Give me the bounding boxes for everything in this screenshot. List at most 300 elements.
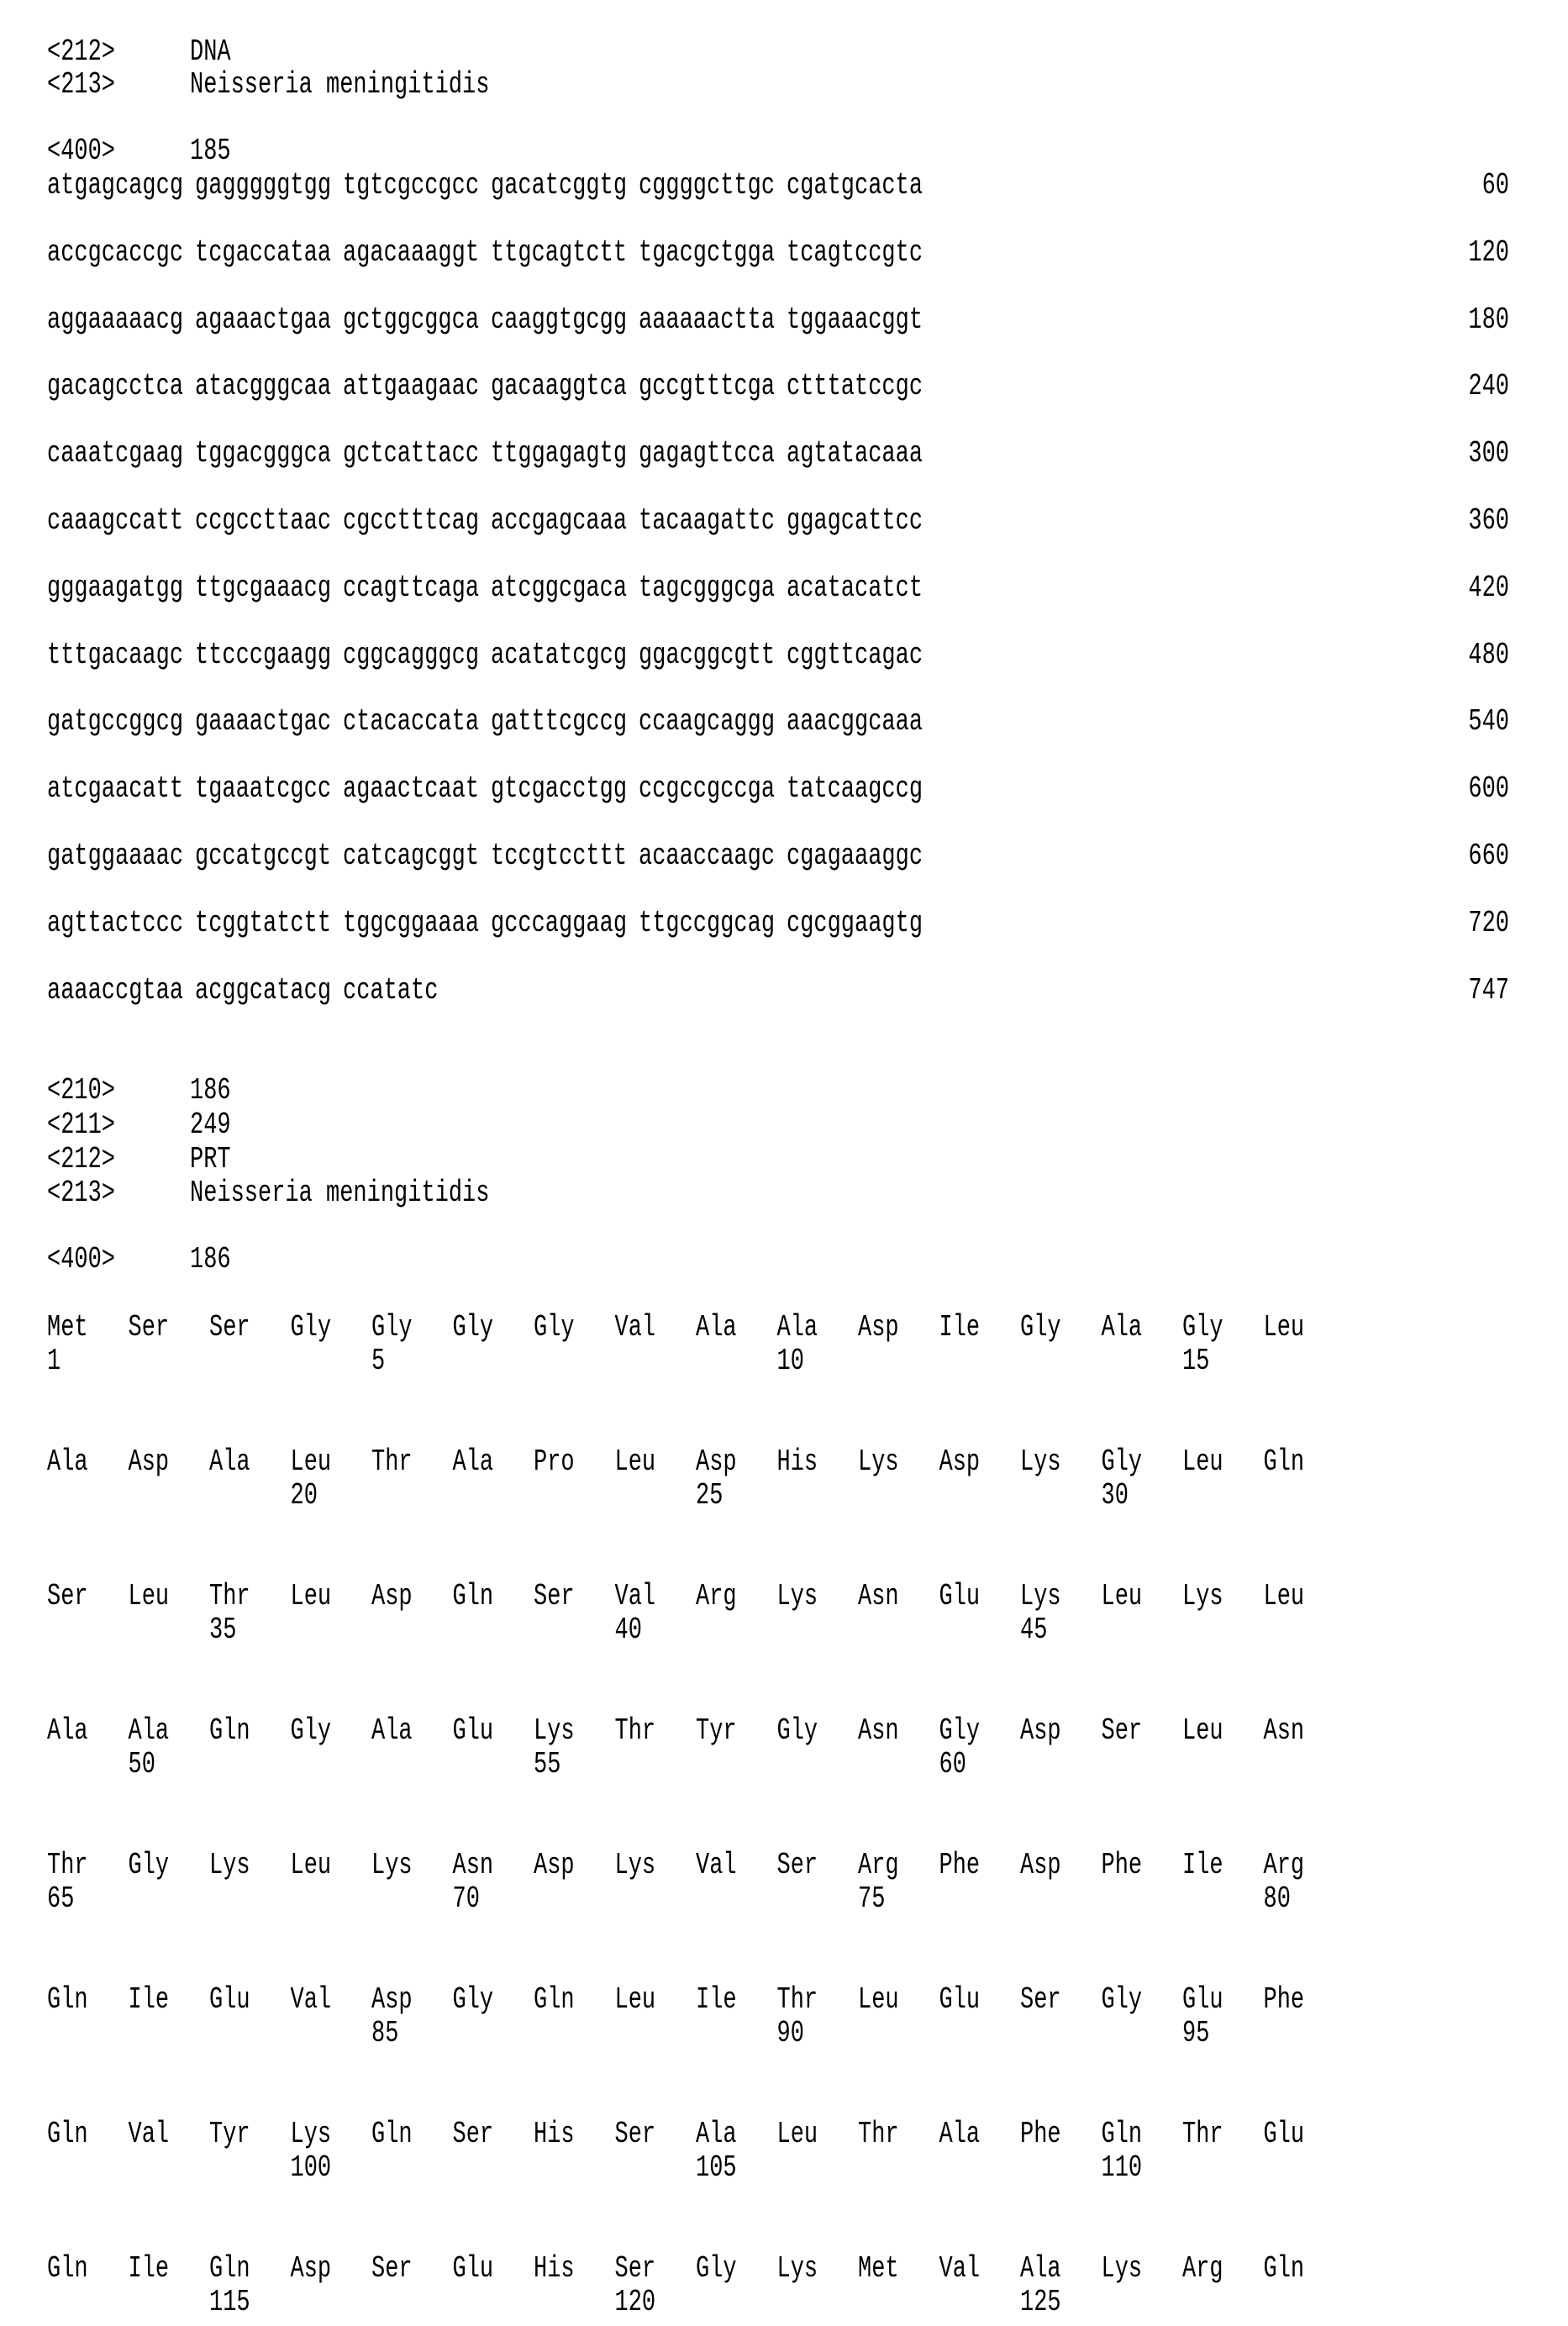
residue-position-number — [453, 1883, 480, 1917]
dna-position-number — [1408, 706, 1509, 739]
residue-text: Arg — [696, 1575, 737, 1620]
residue-text: Glu — [453, 1709, 494, 1755]
seq186-sequence-tag-value-text: 186 — [190, 1238, 231, 1283]
dna-group — [343, 438, 479, 471]
dna-group-text: gacatcggtg — [491, 164, 627, 209]
residue-position-number-text: 100 — [291, 2146, 332, 2192]
dna-position-number-text: 540 — [1468, 700, 1509, 745]
residue — [371, 1715, 413, 1749]
residue-text: Ala — [371, 1709, 413, 1755]
residue-text: Gln — [534, 1978, 575, 2023]
residue-text: Ile — [1182, 1844, 1223, 1889]
dna-group — [491, 170, 627, 203]
dna-group-text: agaactcaat — [343, 767, 479, 813]
residue-position-number — [291, 2152, 332, 2186]
dna-position-number — [1408, 908, 1509, 941]
dna-group-text: catcagcggt — [343, 834, 479, 880]
residue-text: Gln — [371, 2113, 413, 2158]
dna-group-text: ttgcagtctt — [491, 231, 627, 276]
residue-text: Ala — [1020, 2247, 1061, 2292]
dna-group-text: gggaagatgg — [47, 566, 183, 612]
dna-group — [491, 371, 627, 404]
seq185-header-field-value — [190, 69, 489, 103]
residue — [939, 1446, 981, 1480]
dna-group-text: ttcccgaagg — [195, 634, 331, 679]
residue-text: Leu — [777, 2113, 818, 2158]
residue-text: Asp — [696, 1440, 737, 1486]
dna-group — [639, 371, 775, 404]
residue — [371, 1446, 413, 1480]
residue-text: Ser — [777, 1844, 818, 1889]
dna-group — [195, 840, 331, 874]
dna-group — [787, 773, 923, 807]
residue — [858, 1715, 899, 1749]
residue — [453, 2253, 494, 2287]
dna-group — [787, 304, 923, 338]
dna-group — [491, 840, 627, 874]
dna-group-text: gatttcgccg — [491, 700, 627, 745]
dna-group — [47, 505, 183, 539]
residue-text: Val — [696, 1844, 737, 1889]
dna-group-text: gacaaggtca — [491, 365, 627, 410]
dna-group — [47, 237, 183, 271]
dna-group-text: aaacggcaaa — [787, 700, 923, 745]
dna-group — [491, 639, 627, 673]
residue-text: Ala — [1102, 1306, 1143, 1351]
residue-text: Glu — [1182, 1978, 1223, 2023]
seq186-header-field-tag-text: <210> — [47, 1069, 115, 1114]
seq185-sequence-tag-tag-text: <400> — [47, 129, 115, 175]
dna-position-number — [1408, 170, 1509, 203]
residue — [696, 1581, 737, 1614]
residue-text: Leu — [615, 1440, 656, 1486]
residue-text: Ala — [777, 1306, 818, 1351]
residue — [291, 1581, 332, 1614]
residue — [129, 1984, 170, 2018]
residue-position-number — [777, 1345, 804, 1379]
dna-group — [343, 371, 479, 404]
residue — [777, 1581, 818, 1614]
residue-text: Glu — [1264, 2113, 1305, 2158]
residue — [47, 2253, 88, 2287]
dna-group-text: cggggcttgc — [639, 164, 775, 209]
dna-group — [639, 706, 775, 739]
residue-text: Glu — [209, 1978, 250, 2023]
residue-text: Asp — [534, 1844, 575, 1889]
residue-text: Thr — [1182, 2113, 1223, 2158]
residue-text: Gln — [47, 2247, 88, 2292]
seq185-header-field-tag — [47, 69, 115, 103]
residue — [1102, 2253, 1143, 2287]
residue-text: Ala — [47, 1440, 88, 1486]
dna-group — [343, 706, 479, 739]
dna-group — [639, 773, 775, 807]
residue — [291, 1850, 332, 1883]
residue — [939, 1312, 981, 1345]
dna-group — [47, 572, 183, 606]
residue — [1264, 1581, 1305, 1614]
residue — [1264, 1715, 1305, 1749]
residue — [1182, 1446, 1223, 1480]
residue-position-number — [129, 1749, 155, 1782]
residue-text: Gln — [47, 2113, 88, 2158]
dna-group-text: attgaagaac — [343, 365, 479, 410]
residue-text: Lys — [777, 2247, 818, 2292]
residue-position-number — [534, 1749, 560, 1782]
dna-group — [343, 908, 479, 941]
residue-text: Ala — [129, 1709, 170, 1755]
residue — [129, 1850, 170, 1883]
residue — [371, 2253, 413, 2287]
residue — [209, 1446, 250, 1480]
dna-group-text: accgcaccgc — [47, 231, 183, 276]
residue — [939, 1581, 981, 1614]
residue — [1020, 1984, 1061, 2018]
residue-position-number — [209, 2287, 250, 2320]
residue — [1264, 1984, 1305, 2018]
residue-text: Ile — [129, 1978, 170, 2023]
dna-group — [787, 706, 923, 739]
residue-position-number — [291, 1480, 318, 1513]
residue-text: Gln — [209, 1709, 250, 1755]
residue-text: Thr — [371, 1440, 413, 1486]
seq186-header-field-value-text: 249 — [190, 1103, 231, 1149]
residue-text: Lys — [777, 1575, 818, 1620]
dna-group-text: ccaagcaggg — [639, 700, 775, 745]
residue-position-number-text: 40 — [615, 1608, 642, 1654]
residue — [453, 1312, 494, 1345]
dna-group — [47, 773, 183, 807]
dna-group-text: agacaaaggt — [343, 231, 479, 276]
dna-group — [787, 438, 923, 471]
residue-text: Arg — [1264, 1844, 1305, 1889]
dna-group — [639, 840, 775, 874]
dna-group — [47, 975, 183, 1008]
dna-group — [787, 572, 923, 606]
dna-group — [787, 237, 923, 271]
residue-position-number-text: 105 — [696, 2146, 737, 2192]
residue — [1102, 1715, 1143, 1749]
dna-group-text: gtcgacctgg — [491, 767, 627, 813]
residue — [453, 1446, 494, 1480]
dna-group-text: tagcgggcga — [639, 566, 775, 612]
residue-position-number-text: 120 — [615, 2281, 656, 2326]
residue — [129, 1581, 170, 1614]
residue-position-number-text: 110 — [1102, 2146, 1143, 2192]
residue-text: Gly — [777, 1709, 818, 1755]
residue — [534, 1446, 575, 1480]
residue — [1102, 1581, 1143, 1614]
seq185-sequence-tag-value-text: 185 — [190, 129, 231, 175]
dna-position-number-text: 480 — [1468, 634, 1509, 679]
dna-position-number — [1408, 505, 1509, 539]
seq185-header-field-tag-text: <213> — [47, 63, 115, 108]
residue — [534, 1984, 575, 2018]
residue — [1020, 1446, 1061, 1480]
residue-position-number-text: 1 — [47, 1339, 61, 1385]
dna-position-number-text: 180 — [1468, 298, 1509, 344]
residue — [1182, 1581, 1223, 1614]
residue — [1020, 1715, 1061, 1749]
dna-group — [787, 371, 923, 404]
dna-group-text: tccgtccttt — [491, 834, 627, 880]
residue-position-number — [209, 1614, 236, 1648]
seq186-header-field-value — [190, 1177, 489, 1211]
dna-group — [491, 438, 627, 471]
dna-group-text: tggaaacggt — [787, 298, 923, 344]
dna-group — [47, 840, 183, 874]
residue-text: Lys — [534, 1709, 575, 1755]
residue-text: Ser — [1020, 1978, 1061, 2023]
residue-text: Leu — [1182, 1440, 1223, 1486]
residue-position-number — [858, 1883, 885, 1917]
dna-group — [47, 304, 183, 338]
residue-text: Met — [47, 1306, 88, 1351]
dna-group-text: atcggcgaca — [491, 566, 627, 612]
dna-position-number-text: 660 — [1468, 834, 1509, 880]
residue-text: Gln — [453, 1575, 494, 1620]
residue-text: Ser — [129, 1306, 170, 1351]
dna-group-text: cggcagggcg — [343, 634, 479, 679]
dna-group-text: tgaaatcgcc — [195, 767, 331, 813]
residue-text: Met — [858, 2247, 899, 2292]
dna-group-text: caaatcgaag — [47, 432, 183, 477]
residue-text: Val — [129, 2113, 170, 2158]
dna-group — [343, 170, 479, 203]
residue-position-number-text: 10 — [777, 1339, 804, 1385]
residue-text: Ser — [371, 2247, 413, 2292]
residue-text: Gly — [371, 1306, 413, 1351]
residue-text: Leu — [291, 1575, 332, 1620]
dna-group — [343, 975, 438, 1008]
residue-text: Gly — [939, 1709, 981, 1755]
residue-text: Gly — [1102, 1440, 1143, 1486]
dna-group — [491, 908, 627, 941]
residue-text: Ile — [939, 1306, 981, 1351]
residue-text: Leu — [1102, 1575, 1143, 1620]
residue-text: Thr — [209, 1575, 250, 1620]
residue — [1182, 2118, 1223, 2152]
residue-text: Pro — [534, 1440, 575, 1486]
dna-group-text: ctacaccata — [343, 700, 479, 745]
residue-text: Ser — [453, 2113, 494, 2158]
dna-group-text: cgatgcacta — [787, 164, 923, 209]
residue — [1182, 1850, 1223, 1883]
dna-position-number — [1408, 975, 1509, 1008]
residue — [534, 2118, 575, 2152]
residue-position-number-text: 115 — [209, 2281, 250, 2326]
dna-group-text: gaaaactgac — [195, 700, 331, 745]
residue-text: Tyr — [696, 1709, 737, 1755]
dna-group — [343, 237, 479, 271]
residue — [777, 1446, 818, 1480]
residue-text: Val — [615, 1575, 656, 1620]
dna-group — [195, 438, 331, 471]
residue-text: Gly — [291, 1306, 332, 1351]
residue-text: Leu — [129, 1575, 170, 1620]
dna-position-number-text: 747 — [1468, 969, 1509, 1014]
residue-position-number-text: 60 — [939, 1743, 966, 1788]
residue-text: Glu — [939, 1575, 981, 1620]
dna-group-text: cgcggaagtg — [787, 902, 923, 947]
residue-text: Gly — [453, 1306, 494, 1351]
dna-group-text: tcagtccgtc — [787, 231, 923, 276]
residue — [453, 2118, 494, 2152]
residue-text: Asp — [371, 1978, 413, 2023]
dna-group — [491, 572, 627, 606]
residue-text: Thr — [777, 1978, 818, 2023]
dna-group-text: aaaaccgtaa — [47, 969, 183, 1014]
residue — [696, 1850, 737, 1883]
seq185-header-field-value-text: Neisseria meningitidis — [190, 63, 489, 108]
dna-group-text: acaaccaagc — [639, 834, 775, 880]
residue-text: Gln — [1264, 1440, 1305, 1486]
residue — [1264, 1446, 1305, 1480]
residue-text: Ser — [209, 1306, 250, 1351]
residue — [1102, 1850, 1143, 1883]
residue-text: Asn — [1264, 1709, 1305, 1755]
dna-group — [47, 706, 183, 739]
residue-text: Asp — [1020, 1709, 1061, 1755]
dna-position-number-text: 300 — [1468, 432, 1509, 477]
residue-text: Gly — [1102, 1978, 1143, 2023]
residue-position-number — [615, 1614, 642, 1648]
dna-group — [343, 304, 479, 338]
residue — [858, 1581, 899, 1614]
dna-group-text: tttgacaagc — [47, 634, 183, 679]
residue — [209, 1850, 250, 1883]
residue-text: Ala — [47, 1709, 88, 1755]
dna-group-text: cggttcagac — [787, 634, 923, 679]
residue — [453, 1715, 494, 1749]
dna-group-text: atcgaacatt — [47, 767, 183, 813]
dna-group — [47, 908, 183, 941]
dna-group — [639, 572, 775, 606]
residue-text: Tyr — [209, 2113, 250, 2158]
residue — [453, 1581, 494, 1614]
residue — [939, 2253, 981, 2287]
residue — [371, 1850, 413, 1883]
residue-text: Thr — [47, 1844, 88, 1889]
residue — [858, 1446, 899, 1480]
dna-group-text: caaagccatt — [47, 499, 183, 545]
residue-text: Glu — [939, 1978, 981, 2023]
residue — [47, 1581, 88, 1614]
residue — [615, 1312, 656, 1345]
residue-text: Arg — [1182, 2247, 1223, 2292]
residue — [534, 1850, 575, 1883]
residue — [1020, 1850, 1061, 1883]
residue — [939, 1984, 981, 2018]
dna-position-number-text: 60 — [1482, 164, 1509, 209]
dna-group-text: ggagcattcc — [787, 499, 923, 545]
residue — [777, 1850, 818, 1883]
seq185-header-field-tag-text: <212> — [47, 30, 115, 76]
residue-text: Leu — [291, 1440, 332, 1486]
residue — [858, 2253, 899, 2287]
residue-text: Ser — [534, 1575, 575, 1620]
residue-text: Gly — [453, 1978, 494, 2023]
residue-text: Ala — [939, 2113, 981, 2158]
residue — [858, 2118, 899, 2152]
dna-group-text: tggcggaaaa — [343, 902, 479, 947]
dna-group — [639, 505, 775, 539]
dna-group — [195, 170, 331, 203]
residue-text: Phe — [1102, 1844, 1143, 1889]
residue — [291, 1312, 332, 1345]
dna-position-number — [1408, 773, 1509, 807]
dna-group-text: gcccaggaag — [491, 902, 627, 947]
residue-text: Gly — [696, 2247, 737, 2292]
dna-group-text: agtatacaaa — [787, 432, 923, 477]
seq186-header-field-value-text: 186 — [190, 1069, 231, 1114]
residue — [129, 1312, 170, 1345]
residue-text: Ser — [615, 2113, 656, 2158]
dna-group — [195, 505, 331, 539]
dna-position-number-text: 360 — [1468, 499, 1509, 545]
dna-group — [195, 371, 331, 404]
residue-text: Phe — [1020, 2113, 1061, 2158]
residue-text: Leu — [1182, 1709, 1223, 1755]
residue-position-number — [47, 1883, 74, 1917]
residue — [696, 2253, 737, 2287]
residue — [939, 1850, 981, 1883]
residue-text: Val — [939, 2247, 981, 2292]
residue-position-number — [1182, 1345, 1209, 1379]
dna-group-text: gccgtttcga — [639, 365, 775, 410]
dna-group-text: caaggtgcgg — [491, 298, 627, 344]
residue-position-number-text: 50 — [129, 1743, 155, 1788]
residue — [939, 2118, 981, 2152]
residue-text: Asn — [858, 1575, 899, 1620]
residue — [858, 1312, 899, 1345]
residue — [209, 1984, 250, 2018]
residue-text: Gly — [291, 1709, 332, 1755]
dna-group-text: ttggagagtg — [491, 432, 627, 477]
residue-position-number — [1264, 1883, 1291, 1917]
dna-group — [639, 438, 775, 471]
residue-position-number — [1020, 2287, 1061, 2320]
dna-group-text: aaaaaactta — [639, 298, 775, 344]
residue-text: Ser — [615, 2247, 656, 2292]
dna-position-number — [1408, 237, 1509, 271]
residue-position-number — [1102, 2152, 1143, 2186]
residue-text: Asp — [858, 1306, 899, 1351]
residue-text: Gly — [1020, 1306, 1061, 1351]
residue-text: Asn — [453, 1844, 494, 1889]
seq186-sequence-tag-tag-text: <400> — [47, 1238, 115, 1283]
residue-text: Ala — [453, 1440, 494, 1486]
residue — [291, 1984, 332, 2018]
residue-text: Ile — [129, 2247, 170, 2292]
dna-group-text: gagggggtgg — [195, 164, 331, 209]
seq185-header-field-value-text: DNA — [190, 30, 231, 76]
residue — [777, 2253, 818, 2287]
residue — [47, 1715, 88, 1749]
dna-group-text: tatcaagccg — [787, 767, 923, 813]
residue — [129, 2253, 170, 2287]
dna-group — [787, 639, 923, 673]
dna-group — [195, 706, 331, 739]
residue-text: Lys — [371, 1844, 413, 1889]
dna-group-text: ttgcgaaacg — [195, 566, 331, 612]
residue-position-number-text: 55 — [534, 1743, 560, 1788]
residue-text: Gln — [1264, 2247, 1305, 2292]
seq186-header-field-tag-text: <211> — [47, 1103, 115, 1149]
residue — [777, 1715, 818, 1749]
residue-text: Lys — [209, 1844, 250, 1889]
dna-position-number — [1408, 304, 1509, 338]
